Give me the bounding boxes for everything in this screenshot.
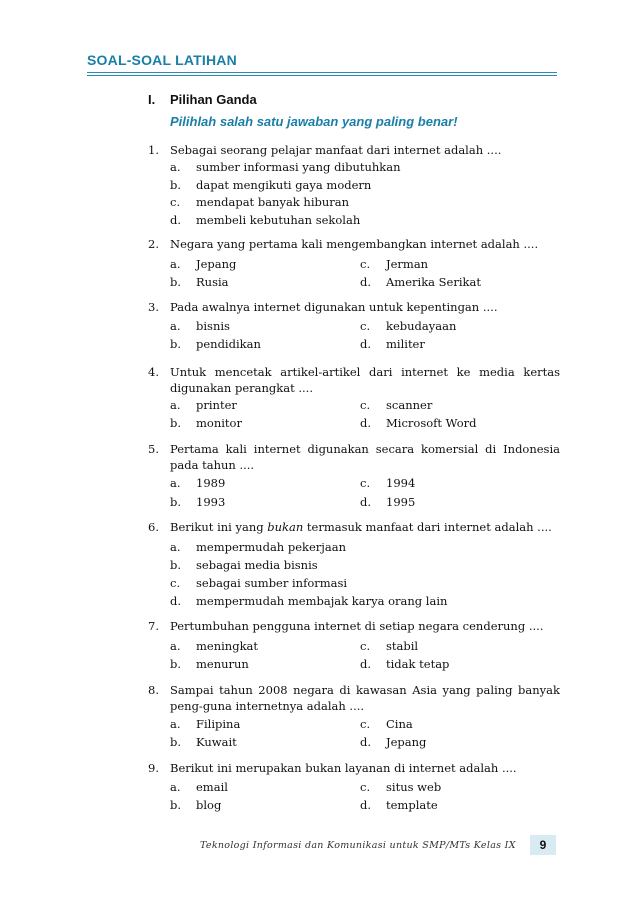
option-text: template [386, 798, 438, 812]
question-number: 6. [148, 520, 159, 534]
option-text: printer [196, 398, 237, 412]
question-number: 1. [148, 143, 159, 157]
option-text: stabil [386, 639, 419, 653]
option-text: 1989 [196, 476, 226, 490]
option-text: membeli kebutuhan sekolah [196, 213, 361, 227]
question-text: Berikut ini merupakan bukan layanan di internet adalah .... [170, 761, 517, 775]
option-letter: d. [170, 213, 182, 227]
option-letter: a. [170, 257, 181, 271]
option-text: bisnis [196, 319, 230, 333]
question-text [170, 519, 560, 535]
question-number: 2. [148, 237, 159, 251]
option-letter: c. [360, 780, 371, 794]
option-text: Kuwait [196, 735, 237, 749]
option-letter: a. [170, 160, 181, 174]
option-letter: b. [170, 275, 182, 289]
option-text: dapat mengikuti gaya modern [196, 178, 372, 192]
option-letter: c. [360, 639, 371, 653]
option-letter: d. [360, 735, 372, 749]
question-number: 9. [148, 761, 159, 775]
option-text: Jepang [196, 257, 237, 271]
option-text: Jerman [386, 257, 429, 271]
option-letter: c. [360, 257, 371, 271]
option-letter: c. [360, 319, 371, 333]
option-text: 1994 [386, 476, 416, 490]
option-text: Filipina [196, 717, 241, 731]
option-text: Microsoft Word [386, 416, 477, 430]
option-letter: c. [170, 576, 181, 590]
option-letter: b. [170, 416, 182, 430]
option-letter: d. [360, 495, 372, 509]
question-number: 3. [148, 300, 159, 314]
question-text-part: termasuk manfaat dari internet adalah .... [303, 520, 552, 534]
option-letter: b. [170, 337, 182, 351]
option-letter: b. [170, 178, 182, 192]
question-text: Untuk mencetak artikel-artikel dari internet ke media kertas digunakan perangkat .... [170, 365, 560, 395]
option-text: Amerika Serikat [386, 275, 481, 289]
option-text: mempermudah membajak karya orang lain [196, 594, 448, 608]
heading-rule [87, 72, 557, 73]
option-letter: d. [360, 275, 372, 289]
question-text-part: Berikut ini yang [170, 520, 268, 534]
option-letter: d. [360, 337, 372, 351]
page-heading: SOAL-SOAL LATIHAN [87, 52, 237, 68]
option-text: sebagai media bisnis [196, 558, 318, 572]
option-text: menurun [196, 657, 249, 671]
option-text: militer [386, 337, 425, 351]
option-letter: d. [170, 594, 182, 608]
footer-book-title: Teknologi Informasi dan Komunikasi untuk SMP/MTs Kelas IX [200, 840, 516, 851]
option-letter: a. [170, 398, 181, 412]
option-letter: b. [170, 558, 182, 572]
question-number: 4. [148, 365, 159, 379]
question-number: 8. [148, 683, 159, 697]
option-letter: b. [170, 495, 182, 509]
option-text: Cina [386, 717, 413, 731]
option-letter: a. [170, 639, 181, 653]
option-letter: d. [360, 657, 372, 671]
option-letter: a. [170, 780, 181, 794]
option-text: meningkat [196, 639, 259, 653]
option-text: mendapat banyak hiburan [196, 195, 350, 209]
option-text: monitor [196, 416, 242, 430]
option-text: tidak tetap [386, 657, 450, 671]
option-letter: c. [360, 717, 371, 731]
option-letter: a. [170, 717, 181, 731]
option-text: pendidikan [196, 337, 261, 351]
option-text: Rusia [196, 275, 229, 289]
option-text: situs web [386, 780, 442, 794]
option-text: 1993 [196, 495, 226, 509]
option-letter: c. [360, 476, 371, 490]
question-text: Sebagai seorang pelajar manfaat dari internet adalah .... [170, 143, 502, 157]
question-emphasis: bukan [267, 520, 304, 534]
page-number: 9 [530, 835, 556, 855]
question-text: Pada awalnya internet digunakan untuk kepentingan .... [170, 300, 498, 314]
question-text: Pertumbuhan pengguna internet di setiap negara cenderung .... [170, 619, 544, 633]
option-letter: c. [360, 398, 371, 412]
option-letter: a. [170, 319, 181, 333]
option-letter: b. [170, 657, 182, 671]
question-text: Negara yang pertama kali mengembangkan internet adalah .... [170, 237, 539, 251]
option-text: sumber informasi yang dibutuhkan [196, 160, 401, 174]
question-text: Pertama kali internet digunakan secara komersial di Indonesia pada tahun .... [170, 442, 560, 472]
section-instruction: Pilihlah salah satu jawaban yang paling benar! [170, 114, 458, 129]
question-text: Sampai tahun 2008 negara di kawasan Asia yang paling banyak peng-guna internetnya adalah .... [170, 683, 560, 713]
option-text: email [196, 780, 228, 794]
option-letter: b. [170, 798, 182, 812]
section-number: I. [148, 92, 156, 107]
option-text: scanner [386, 398, 433, 412]
heading-rule-secondary [87, 75, 557, 76]
section-title: Pilihan Ganda [170, 92, 257, 107]
option-letter: d. [360, 416, 372, 430]
option-text: kebudayaan [386, 319, 457, 333]
question-number: 5. [148, 442, 159, 456]
option-letter: b. [170, 735, 182, 749]
option-text: Jepang [386, 735, 427, 749]
question-number: 7. [148, 619, 159, 633]
option-text: blog [196, 798, 222, 812]
option-letter: d. [360, 798, 372, 812]
option-text: mempermudah pekerjaan [196, 540, 346, 554]
option-letter: c. [170, 195, 181, 209]
option-letter: a. [170, 476, 181, 490]
option-letter: a. [170, 540, 181, 554]
option-text: 1995 [386, 495, 416, 509]
option-text: sebagai sumber informasi [196, 576, 348, 590]
